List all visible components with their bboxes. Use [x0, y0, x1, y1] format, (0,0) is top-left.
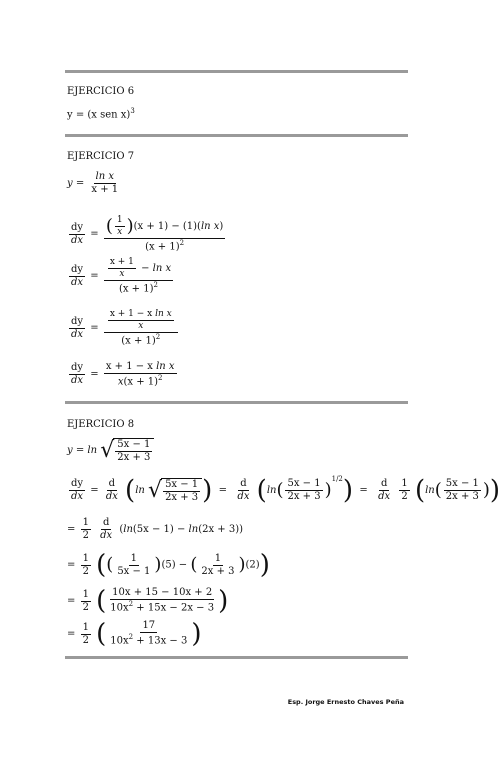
ex7-line-2: $\frac{dy}{dx}$ = ( $\frac{1}{x}$ )(x + 1) − (1)(ln x) $(x + 1)^2$	[71, 215, 224, 253]
ex7-line-3: $\frac{dy}{dx}$ = $\frac{x + 1}{x}$ − ln x $(x + 1)^2$	[71, 257, 172, 295]
ex7-line-4: $\frac{dy}{dx}$ = $\frac{\frac{\text{x + 1 − x ln x}}{x}}{(x + 1)^2}$	[67, 310, 180, 346]
ex7-line-5: $\frac{dy}{dx}$ = $\frac{\text{x + 1 − x ln x}}{x(x + 1)^2}$	[71, 361, 175, 388]
divider-top	[65, 70, 408, 73]
footer-author: Esp. Jorge Ernesto Chaves Peña	[287, 698, 404, 706]
divider-ex7	[65, 134, 408, 137]
ex8-line-1: y = ln √ $\frac{5x - 1}{2x + 3}$	[67, 438, 154, 463]
exercise-6-title: EJERCICIO 6	[67, 86, 135, 97]
exercise-8-title: EJERCICIO 8	[67, 419, 135, 430]
ex8-line-2: $\frac{dy}{dx}$ = $\frac{d}{dx}$ (ln √ $\frac{5x - 1}{2x + 3}$ ) = $\frac{d}{dx}$ (ln( $\frac{5x - 1}{2x + 3}$ )$^{1/2}$) = $\frac{d}{dx}$ $\frac{1}{2}$ (ln( $\frac{5x - 1}{2x + 3}$ ))	[71, 475, 500, 506]
divider-bottom	[65, 656, 408, 659]
exercise-7-title: EJERCICIO 7	[67, 151, 135, 162]
ex8-line-5: = $\frac{1}{2}$ ( $\frac{10x + 15 - 10x + 2}{10x^2 + 15x - 2x - 3}$ )	[67, 586, 229, 616]
divider-ex8	[65, 401, 408, 404]
ex8-line-6: = $\frac{1}{2}$ ( $\frac{17}{10x^2 + 13x - 3}$ )	[67, 619, 202, 649]
ex8-line-3: = $\frac{1}{2}$ $\frac{d}{dx}$ (ln(5x − 1) − ln(2x + 3))	[67, 517, 243, 541]
ex8-line-4: = $\frac{1}{2}$ (( $\frac{1}{5x - 1}$ )(5) − ( $\frac{1}{2x + 3}$ )(2))	[67, 550, 270, 580]
exercise-6-equation: y = (x sen x)$^3$	[67, 107, 135, 121]
ex7-line-1: y = $\frac{\text{ln x}}{x + 1}$	[67, 171, 119, 195]
